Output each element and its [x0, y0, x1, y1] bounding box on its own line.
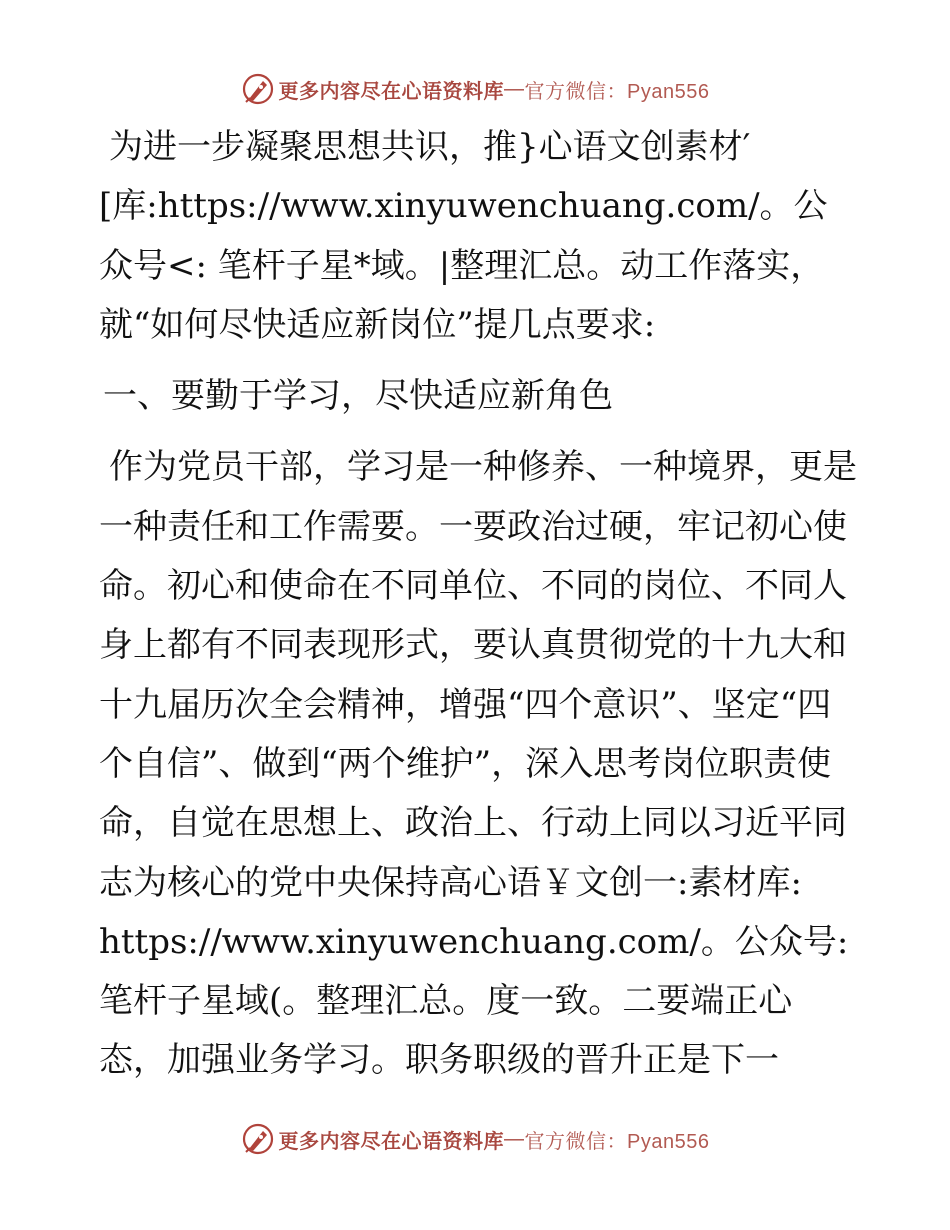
document-body: [99, 118, 859, 1091]
body-paragraph: 作为党员干部，学习是一种修养、一种境界，更是一种责任和工作需要。一要政治过硬，牢记初心使命。初心和使命在不同单位、不同的岗位、不同人身上都有不同表现形式，要认真贯彻党的十九大和十九届历次全会精神，增强“四个意识”、坚定“四个自信”、做到“两个维护”，深入思考岗位职责使命，自觉在思想上、政治上、行动上同以习近平同志为核心的党中央保持高心语￥文创一:素材库: https://www.xinyuwenchuang.com/。公众号: 笔杆子星域(。整理汇总。度一致。二要端正心态，加强业务学习。职务职级的晋升正是下一: [99, 447, 857, 1081]
header-watermark: [0, 72, 950, 106]
footer-watermark: [0, 1122, 950, 1156]
watermark-separator: —: [504, 1127, 525, 1150]
watermark-separator: —: [504, 77, 525, 100]
pen-nib-logo-icon: [241, 72, 275, 106]
watermark-main-text: 更多内容尽在心语资料库: [278, 80, 505, 103]
intro-paragraph: 为进一步凝聚思想共识，推}心语文创素材′[库:https://www.xinyuwenchuang.com/。公众号<: 笔杆子星*域。|整理汇总。动工作落实，就“如何尽快适应新岗位”提几点要求:: [99, 127, 828, 345]
pen-nib-logo-icon: [241, 1122, 275, 1156]
watermark-main-text: 更多内容尽在心语资料库: [278, 1130, 505, 1153]
watermark-wechat-text: 官方微信：Pyan556: [524, 1130, 710, 1153]
section-heading: 一、要勤于学习，尽快适应新角色: [103, 376, 613, 417]
watermark-wechat-text: 官方微信：Pyan556: [524, 80, 710, 103]
